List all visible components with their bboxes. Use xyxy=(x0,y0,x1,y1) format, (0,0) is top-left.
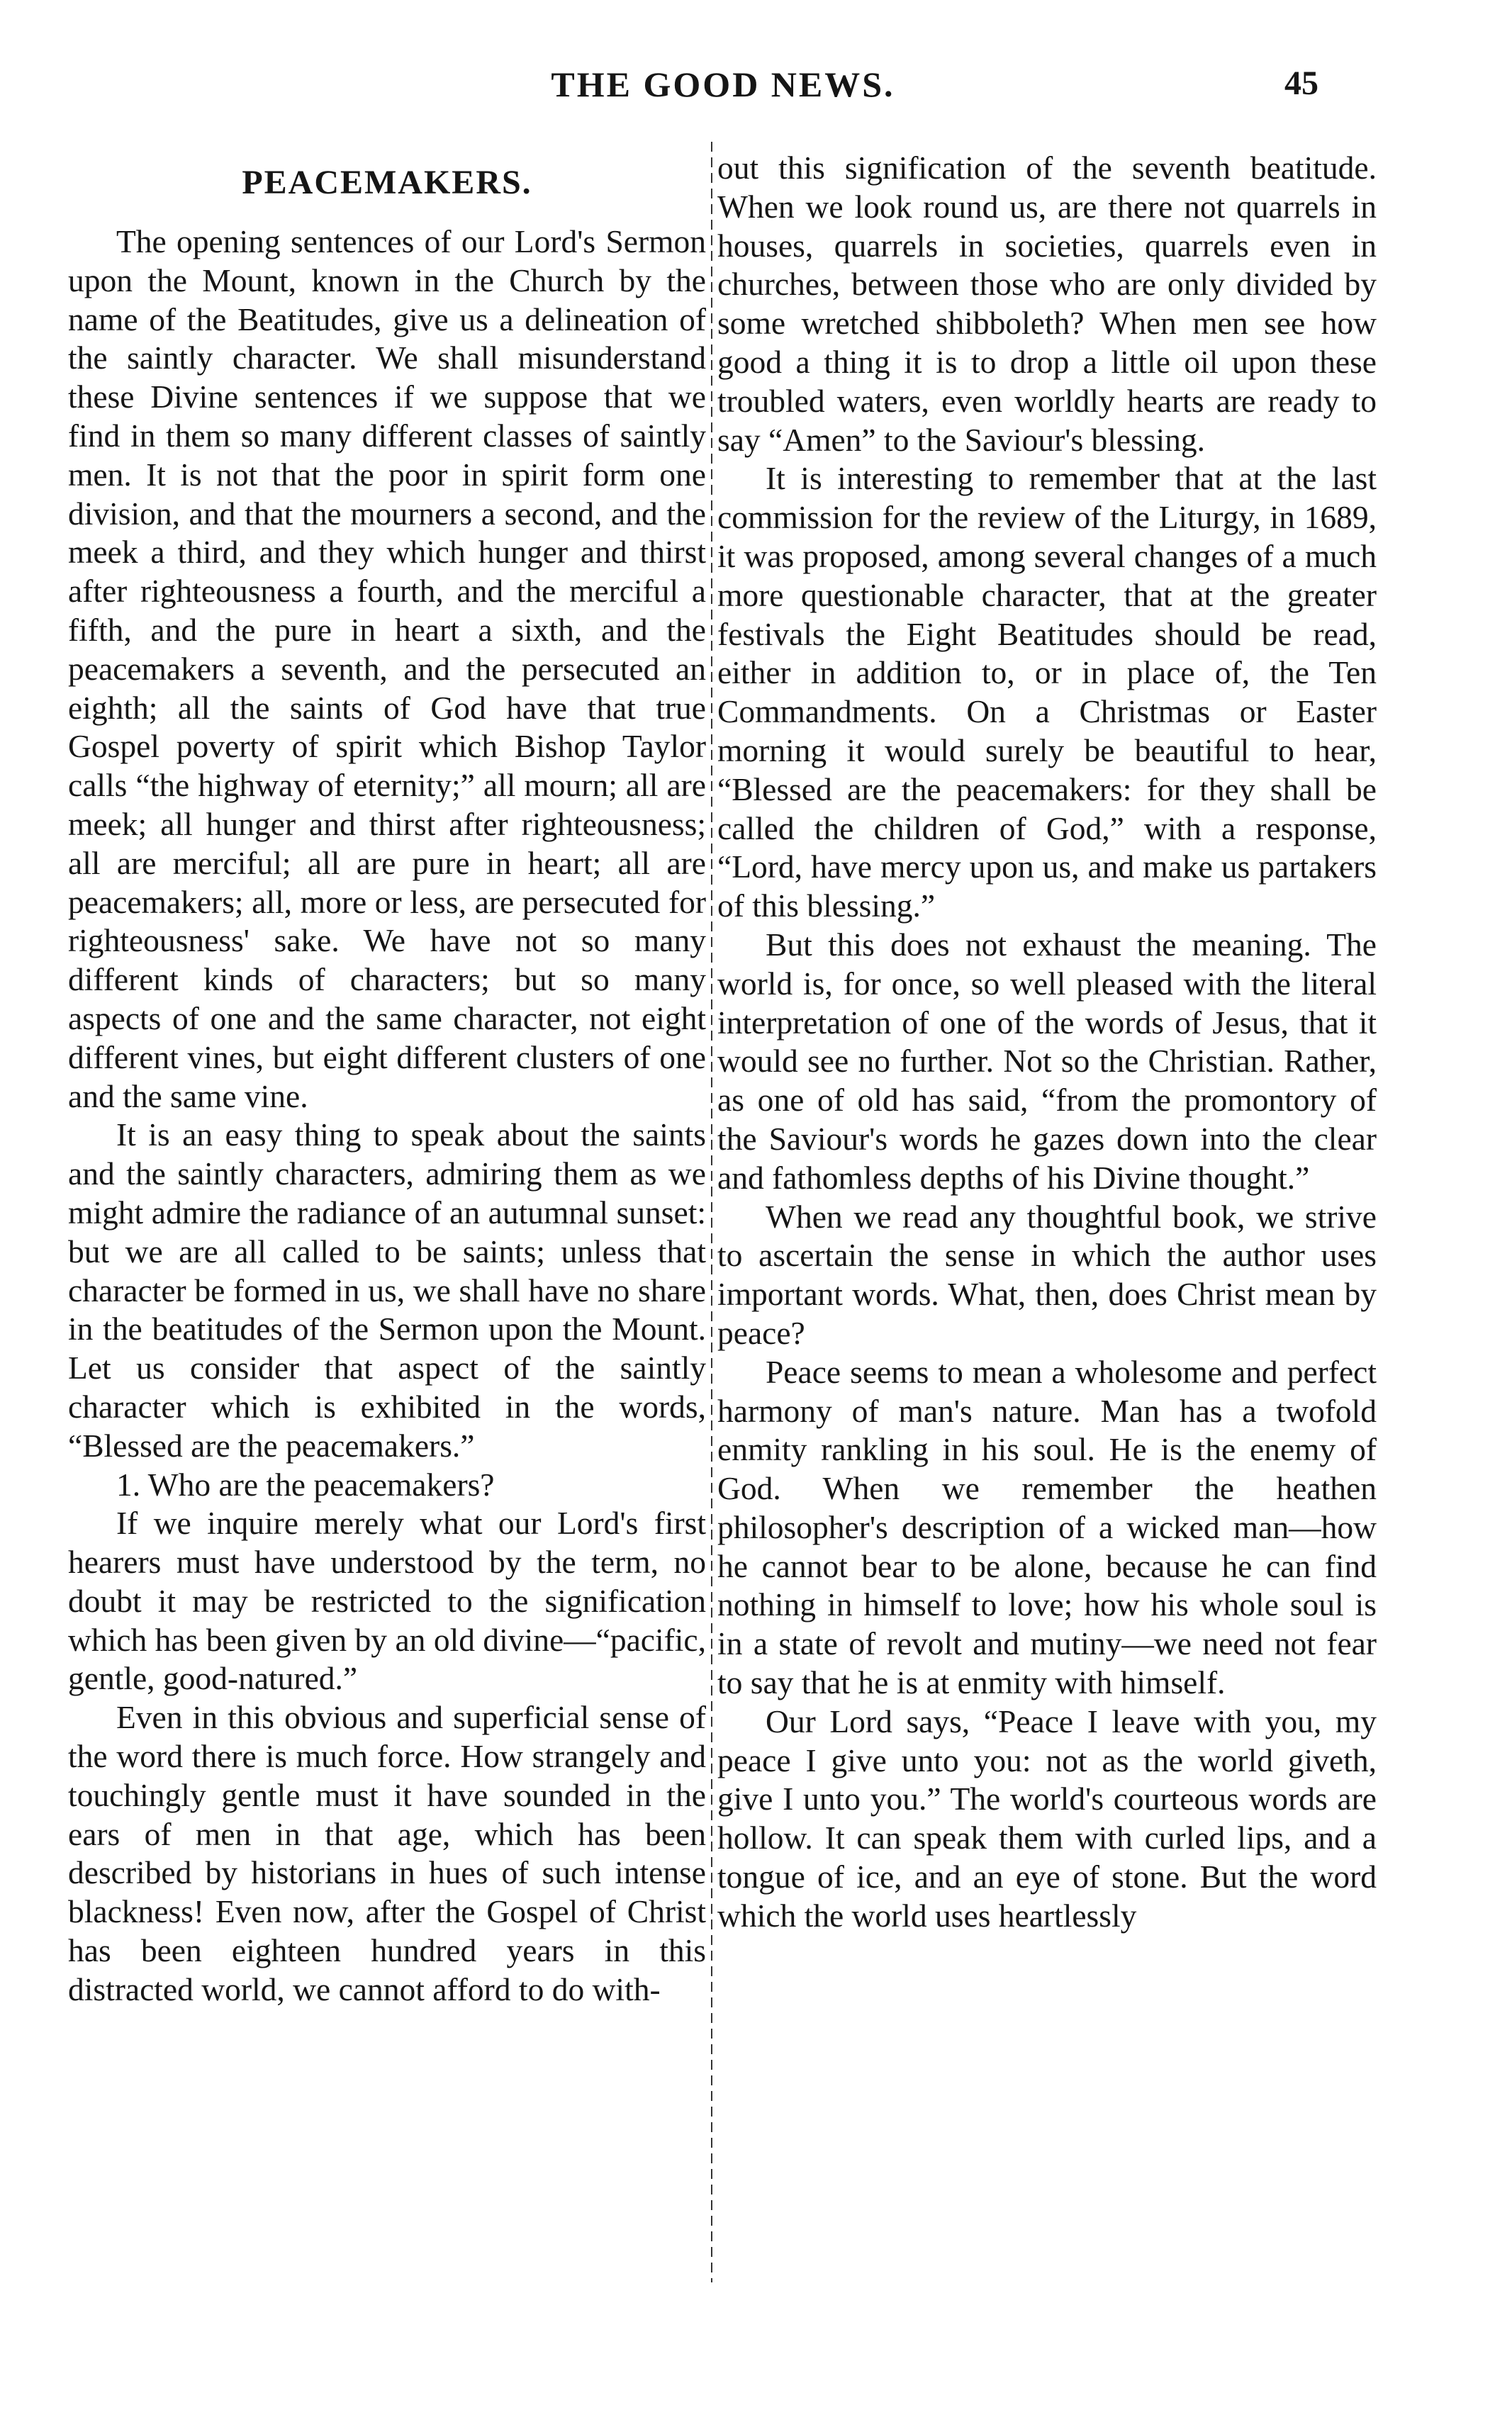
paragraph: It is an easy thing to speak about the saints and the saintly characters, admiring them as we might admire the radiance of an autumnal sunset: but we are all called to be saints; unless that character be formed in us, we shall have no share in the beatitudes of the Sermon upon the Mount. Let us consider that aspect of the saintly character which is exhibited in the words, “Blessed are the peacemakers.” xyxy=(68,1116,706,1464)
paragraph: But this does not exhaust the meaning. The world is, for once, so well pleased with the literal interpretation of one of the words of Jesus, that it would see no further. Not so the Christian. Rather, as one of old has said, “from the promontory of the Saviour's words he gazes down into the clear and fathomless depths of his Divine thought.” xyxy=(717,926,1377,1196)
paragraph: When we read any thoughtful book, we strive to ascertain the sense in which the author uses important words. What, then, does Christ mean by peace? xyxy=(717,1198,1377,1351)
paragraph: If we inquire merely what our Lord's first hearers must have understood by the term, no doubt it may be restricted to the signification which has been given by an old divine—“pacific, gentle, good-natured.” xyxy=(68,1505,706,1697)
left-column xyxy=(68,149,706,2010)
column-divider xyxy=(711,142,712,2282)
section-heading: 1. Who are the peacemakers? xyxy=(116,1466,495,1503)
running-title: THE GOOD NEWS. xyxy=(551,65,895,104)
paragraph: Our Lord says, “Peace I leave with you, my peace I give unto you: not as the world giveth, give I unto you.” The world's courteous words are hollow. It can speak them with curled lips, and a tongue of ice, and an eye of stone. But the word which the world uses heartlessly xyxy=(717,1703,1377,1934)
paragraph: Even in this obvious and superficial sense of the word there is much force. How strangely and touchingly gentle must it have sounded in the ears of men in that age, which has been described by historians in hues of such intense blackness! Even now, after the Gospel of Christ has been eighteen hundred years in this distracted world, we cannot afford to do with- xyxy=(68,1699,706,2007)
paragraph: It is interesting to remember that at the last commission for the review of the Liturgy, in 1689, it was proposed, among several changes of a much more questionable character, that at the greater festivals the Eight Beatitudes should be read, either in addition to, or in place of, the Ten Commandments. On a Christmas or Easter morning it would surely be beautiful to hear, “Blessed are the peacemakers: for they shall be called the children of God,” with a response, “Lord, have mercy upon us, and make us partakers of this blessing.” xyxy=(717,460,1377,924)
paragraph: Peace seems to mean a wholesome and perfect harmony of man's nature. Man has a twofold enmity rankling in his soul. He is the enemy of God. When we remember the heathen philosopher's description of a wicked man—how he cannot bear to be alone, because he can find nothing in himself to love; how his whole soul is in a state of revolt and mutiny—we need not fear to say that he is at enmity with himself. xyxy=(717,1353,1377,1701)
right-column xyxy=(717,149,1377,1936)
running-head xyxy=(0,64,1512,120)
paragraph: The opening sentences of our Lord's Sermon upon the Mount, known in the Church by the name of the Beatitudes, give us a delineation of the saintly character. We shall misunderstand these Divine sentences if we suppose that we find in them so many different classes of saintly men. It is not that the poor in spirit form one division, and that the mourners a second, and the meek a third, and they which hunger and thirst after righteousness a fourth, and the merciful a fifth, and the pure in heart a sixth, and the peacemakers a seventh, and the persecuted an eighth; all the saints of God have that true Gospel poverty of spirit which Bishop Taylor calls “the highway of eternity;” all mourn; all are meek; all hunger and thirst after righteousness; all are merciful; all are pure in heart; all are peacemakers; all, more or less, are persecuted for righteousness' sake. We have not so many different kinds of characters; but so many aspects of one and the same character, not eight different vines, but eight different clusters of one and the same vine. xyxy=(68,223,706,1114)
article-title: PEACEMAKERS. xyxy=(242,164,532,201)
page-number: 45 xyxy=(1284,65,1318,102)
paragraph-continued: out this signification of the seventh beatitude. When we look round us, are there not quarrels in houses, quarrels in societies, quarrels even in churches, between those who are only divided by some wretched shibboleth? When men see how good a thing it is to drop a little oil upon these troubled waters, even worldly hearts are ready to say “Amen” to the Saviour's blessing. xyxy=(717,150,1377,458)
